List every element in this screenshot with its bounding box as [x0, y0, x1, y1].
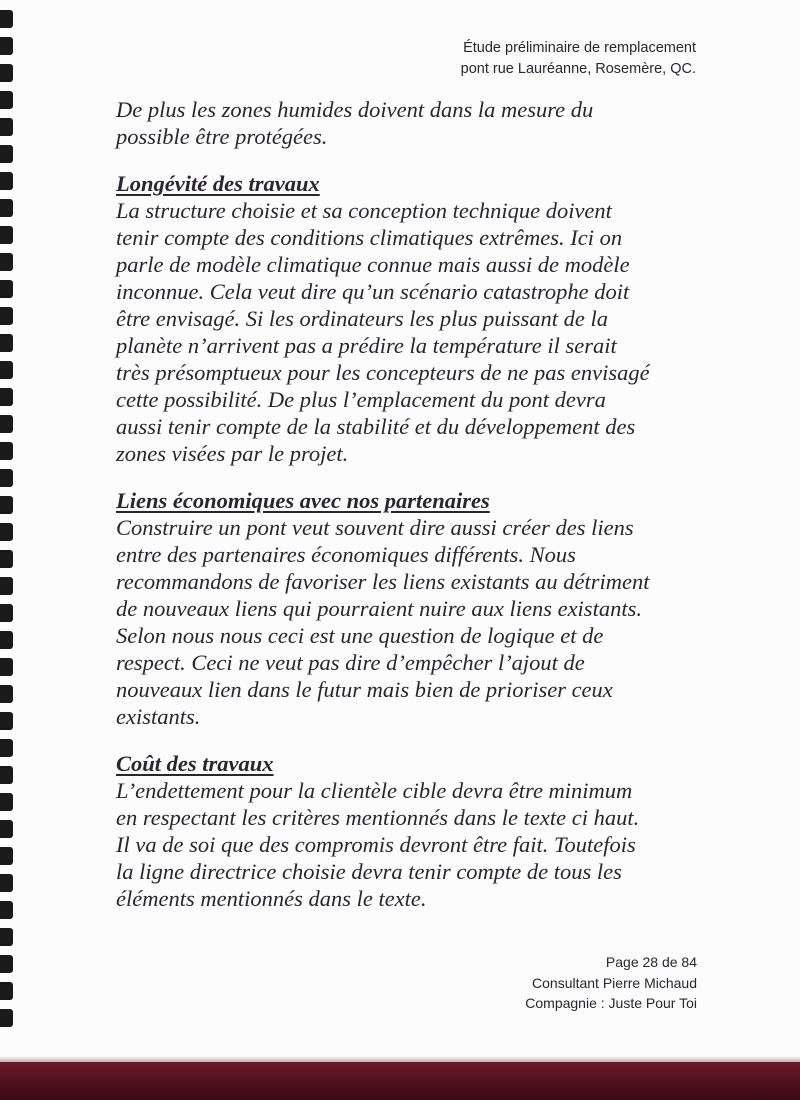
page-number: Page 28 de 84	[605, 954, 697, 970]
section-heading: Longévité des travaux	[116, 171, 320, 196]
binding-ring	[0, 550, 13, 568]
spiral-binding	[0, 0, 18, 1060]
binding-ring	[0, 253, 13, 271]
binding-ring	[0, 631, 13, 649]
text-line: entre des partenaires économiques différents. Nous	[116, 542, 576, 567]
binding-ring	[0, 307, 13, 325]
binding-ring	[0, 955, 13, 973]
text-line: aussi tenir compte de la stabilité et du développement des	[116, 414, 636, 439]
binding-ring	[0, 91, 13, 109]
binding-ring	[0, 226, 13, 244]
binding-ring	[0, 739, 13, 757]
binding-ring	[0, 658, 13, 676]
binding-ring	[0, 64, 13, 82]
section-liens-economiques	[116, 487, 716, 730]
text-line: De plus les zones humides doivent dans la mesure du	[116, 97, 594, 122]
header-location-line: pont rue Lauréanne, Rosemère, QC.	[460, 61, 696, 77]
text-line: respect. Ceci ne veut pas dire d’empêcher l’ajout de	[116, 650, 585, 675]
text-line: tenir compte des conditions climatiques extrêmes. Ici on	[116, 225, 623, 250]
text-line: planète n’arrivent pas a prédire la température il serait	[116, 333, 617, 358]
text-line: de nouveaux liens qui pourraient nuire aux liens existants.	[116, 596, 642, 621]
binding-ring	[0, 847, 13, 865]
binding-ring	[0, 982, 13, 1000]
binding-ring	[0, 1009, 13, 1027]
header-title-line: Étude préliminaire de remplacement	[463, 40, 696, 56]
binding-ring	[0, 199, 13, 217]
text-line: cette possibilité. De plus l’emplacement du pont devra	[116, 387, 606, 412]
text-line: la ligne directrice choisie devra tenir compte de tous les	[116, 859, 622, 884]
binding-ring	[0, 10, 13, 28]
page-footer	[525, 952, 697, 1014]
text-line: Il va de soi que des compromis devront être fait. Toutefois	[116, 832, 636, 857]
text-line: inconnue. Cela veut dire qu’un scénario catastrophe doit	[116, 279, 630, 304]
company-name: Compagnie : Juste Pour Toi	[525, 995, 697, 1011]
binding-ring	[0, 712, 13, 730]
section-heading: Liens économiques avec nos partenaires	[116, 488, 490, 513]
binding-ring	[0, 820, 13, 838]
document-body	[116, 96, 716, 912]
binding-ring	[0, 577, 13, 595]
binding-ring	[0, 901, 13, 919]
binding-ring	[0, 37, 13, 55]
binding-ring	[0, 685, 13, 703]
text-line: être envisagé. Si les ordinateurs les plus puissant de la	[116, 306, 609, 331]
binding-ring	[0, 442, 13, 460]
binding-ring	[0, 523, 13, 541]
binding-ring	[0, 388, 13, 406]
text-line: parle de modèle climatique connue mais aussi de modèle	[116, 252, 630, 277]
binding-ring	[0, 469, 13, 487]
binding-ring	[0, 280, 13, 298]
text-line: L’endettement pour la clientèle cible devra être minimum	[116, 778, 633, 803]
text-line: existants.	[116, 704, 201, 729]
binding-ring	[0, 793, 13, 811]
text-line: recommandons de favoriser les liens existants au détriment	[116, 569, 650, 594]
page-header	[461, 38, 696, 80]
section-longevite	[116, 170, 716, 467]
binding-ring	[0, 496, 13, 514]
binding-ring	[0, 118, 13, 136]
binding-ring	[0, 928, 13, 946]
binding-ring	[0, 766, 13, 784]
text-line: éléments mentionnés dans le texte.	[116, 886, 427, 911]
text-line: en respectant les critères mentionnés dans le texte ci haut.	[116, 805, 640, 830]
binding-ring	[0, 145, 13, 163]
bottom-cover-edge	[0, 1062, 800, 1100]
text-line: très présomptueux pour les concepteurs de ne pas envisagé	[116, 360, 650, 385]
binding-ring	[0, 874, 13, 892]
text-line: Selon nous nous ceci est une question de logique et de	[116, 623, 604, 648]
text-line: La structure choisie et sa conception technique doivent	[116, 198, 612, 223]
section-cout-travaux	[116, 750, 716, 912]
binding-ring	[0, 415, 13, 433]
binding-ring	[0, 334, 13, 352]
text-line: possible être protégées.	[116, 124, 328, 149]
consultant-name: Consultant Pierre Michaud	[532, 974, 697, 991]
text-line: zones visées par le projet.	[116, 441, 349, 466]
binding-ring	[0, 172, 13, 190]
text-line: nouveaux lien dans le futur mais bien de prioriser ceux	[116, 677, 613, 702]
binding-ring	[0, 604, 13, 622]
intro-paragraph	[116, 96, 716, 150]
binding-ring	[0, 361, 13, 379]
section-heading: Coût des travaux	[116, 751, 274, 776]
text-line: Construire un pont veut souvent dire aussi créer des liens	[116, 515, 634, 540]
